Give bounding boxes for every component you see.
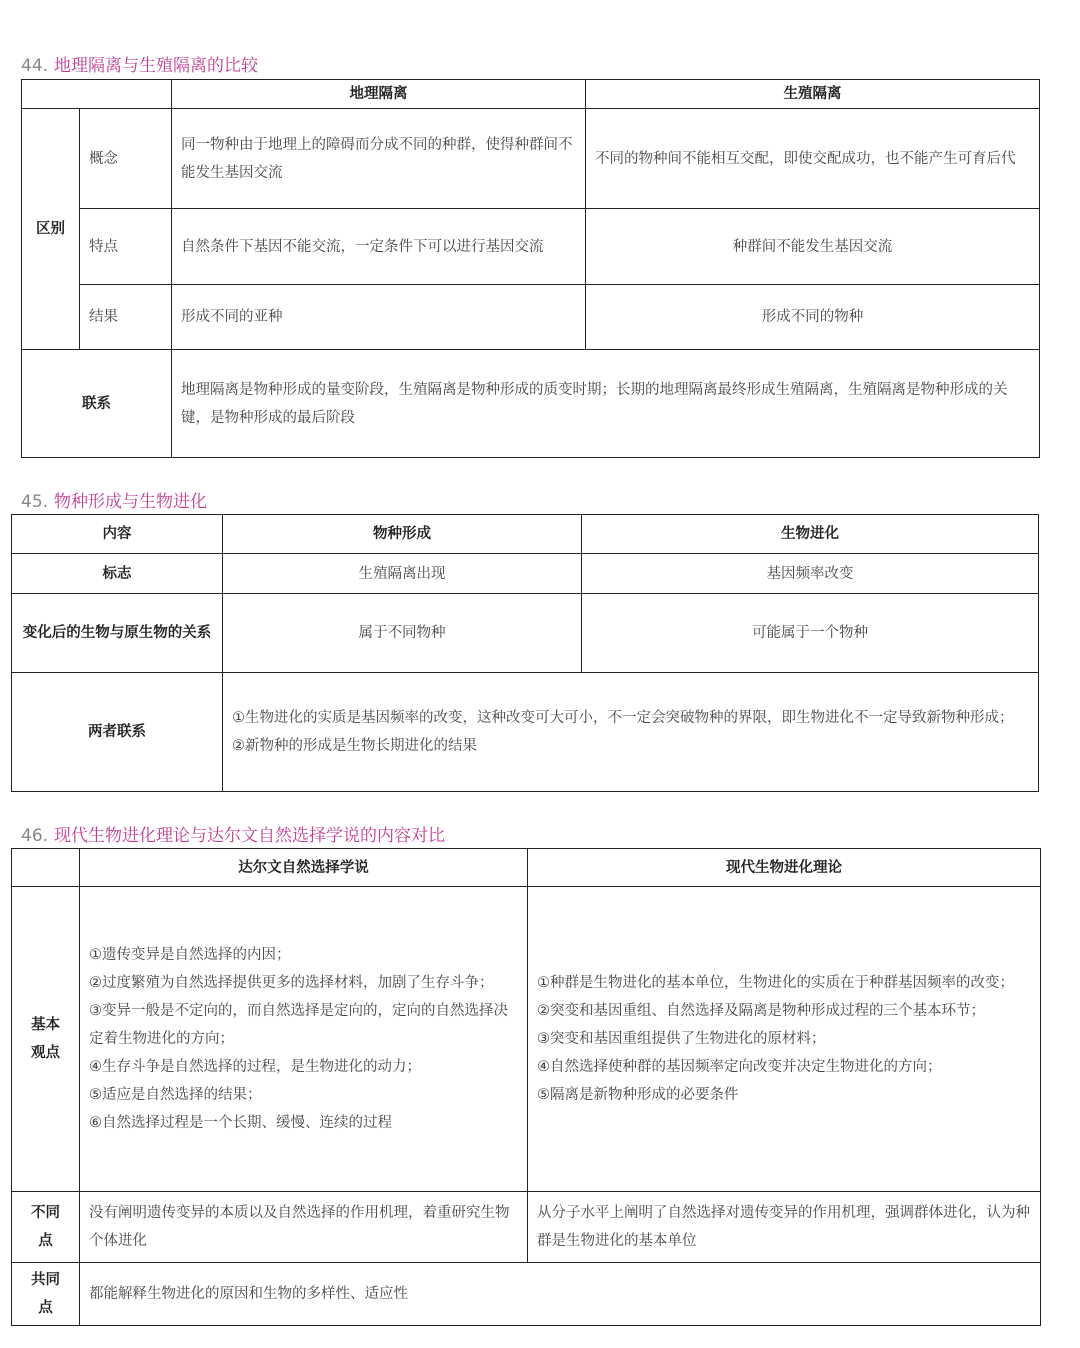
row-label: 联系 bbox=[22, 350, 172, 458]
row-label: 标志 bbox=[12, 554, 223, 594]
cell: 形成不同的物种 bbox=[586, 285, 1040, 350]
table-row bbox=[12, 554, 1039, 594]
point: ④生存斗争是自然选择的过程，是生物进化的动力； bbox=[89, 1059, 421, 1075]
row-label: 两者联系 bbox=[12, 673, 223, 792]
section-46-title: 46. 现代生物进化理论与达尔文自然选择学说的内容对比 bbox=[21, 826, 446, 846]
header-evolution: 生物进化 bbox=[582, 515, 1039, 554]
table-46 bbox=[11, 848, 1041, 1326]
cell: 基因频率改变 bbox=[582, 554, 1039, 594]
cell: 同一物种由于地理上的障碍而分成不同的种群，使得种群间不能发生基因交流 bbox=[172, 109, 586, 209]
row-label: 概念 bbox=[80, 109, 172, 209]
header-speciation: 物种形成 bbox=[223, 515, 582, 554]
point: ⑥自然选择过程是一个长期、缓慢、连续的过程 bbox=[89, 1115, 392, 1131]
group-label: 区别 bbox=[22, 109, 80, 350]
row-label: 不同点 bbox=[12, 1192, 80, 1263]
header-empty bbox=[12, 849, 80, 887]
table-row bbox=[12, 1263, 1041, 1326]
table-row bbox=[12, 673, 1039, 792]
table-row bbox=[22, 350, 1040, 458]
point: ①种群是生物进化的基本单位，生物进化的实质在于种群基因频率的改变； bbox=[537, 975, 1014, 991]
table-row bbox=[12, 594, 1039, 673]
table-row bbox=[12, 887, 1041, 1192]
cell: 自然条件下基因不能交流，一定条件下可以进行基因交流 bbox=[172, 209, 586, 285]
point: ②过度繁殖为自然选择提供更多的选择材料，加剧了生存斗争； bbox=[89, 975, 494, 991]
section-44-title: 44. 地理隔离与生殖隔离的比较 bbox=[21, 56, 259, 76]
cell: 形成不同的亚种 bbox=[172, 285, 586, 350]
header-modern: 现代生物进化理论 bbox=[528, 849, 1041, 887]
table-row bbox=[22, 209, 1040, 285]
row-label: 特点 bbox=[80, 209, 172, 285]
point: ④自然选择使种群的基因频率定向改变并决定生物进化的方向； bbox=[537, 1059, 942, 1075]
row-label: 共同点 bbox=[12, 1263, 80, 1326]
table-44 bbox=[21, 79, 1040, 458]
point: ⑤隔离是新物种形成的必要条件 bbox=[537, 1087, 739, 1103]
point: ②突变和基因重组、自然选择及隔离是物种形成过程的三个基本环节； bbox=[537, 1003, 985, 1019]
header-darwin: 达尔文自然选择学说 bbox=[80, 849, 528, 887]
point: ①遗传变异是自然选择的内因； bbox=[89, 947, 291, 963]
cell: 可能属于一个物种 bbox=[582, 594, 1039, 673]
cell: 不同的物种间不能相互交配，即使交配成功，也不能产生可育后代 bbox=[586, 109, 1040, 209]
header-content: 内容 bbox=[12, 515, 223, 554]
point: ①生物进化的实质是基因频率的改变，这种改变可大可小，不一定会突破物种的界限，即生物进化不一定导致新物种形成； bbox=[232, 710, 1014, 726]
row-label: 结果 bbox=[80, 285, 172, 350]
cell: 种群间不能发生基因交流 bbox=[586, 209, 1040, 285]
table-row bbox=[12, 1192, 1041, 1263]
section-45-title: 45. 物种形成与生物进化 bbox=[21, 492, 208, 512]
cell: 生殖隔离出现 bbox=[223, 554, 582, 594]
point: ③变异一般是不定向的，而自然选择是定向的，定向的自然选择决定着生物进化的方向； bbox=[89, 1003, 508, 1047]
point: ③突变和基因重组提供了生物进化的原材料； bbox=[537, 1031, 826, 1047]
cell: 属于不同物种 bbox=[223, 594, 582, 673]
header-empty bbox=[22, 80, 172, 109]
cell bbox=[80, 887, 528, 1192]
cell: 地理隔离是物种形成的量变阶段，生殖隔离是物种形成的质变时期；长期的地理隔离最终形成生殖隔离，生殖隔离是物种形成的关键，是物种形成的最后阶段 bbox=[172, 350, 1040, 458]
cell bbox=[528, 887, 1041, 1192]
row-label: 变化后的生物与原生物的关系 bbox=[12, 594, 223, 673]
header-reproductive: 生殖隔离 bbox=[586, 80, 1040, 109]
point: ⑤适应是自然选择的结果； bbox=[89, 1087, 262, 1103]
cell bbox=[223, 673, 1039, 792]
cell: 没有阐明遗传变异的本质以及自然选择的作用机理，着重研究生物个体进化 bbox=[80, 1192, 528, 1263]
table-45 bbox=[11, 514, 1039, 792]
header-geographic: 地理隔离 bbox=[172, 80, 586, 109]
row-label: 基本观点 bbox=[12, 887, 80, 1192]
cell: 从分子水平上阐明了自然选择对遗传变异的作用机理，强调群体进化，认为种群是生物进化的基本单位 bbox=[528, 1192, 1041, 1263]
table-row bbox=[22, 285, 1040, 350]
cell: 都能解释生物进化的原因和生物的多样性、适应性 bbox=[80, 1263, 1041, 1326]
point: ②新物种的形成是生物长期进化的结果 bbox=[232, 738, 477, 754]
table-row bbox=[22, 109, 1040, 209]
